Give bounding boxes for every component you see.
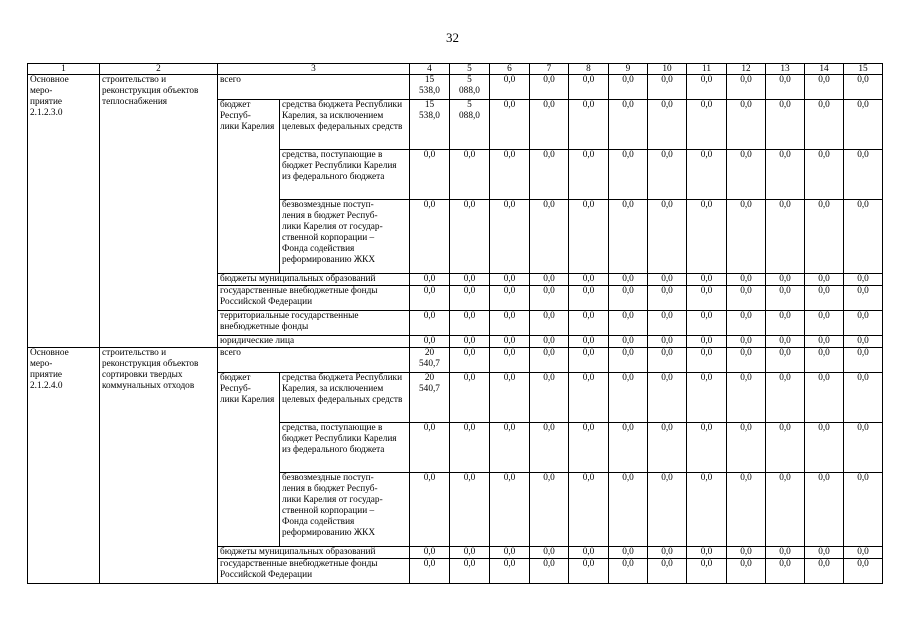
- value-cell: 0,0: [609, 100, 648, 150]
- value-cell: 0,0: [687, 75, 727, 100]
- column-number-12: 12: [727, 64, 766, 75]
- value-cell: 0,0: [490, 423, 530, 473]
- value-cell: 0,0: [569, 473, 609, 547]
- value-cell: 0,0: [844, 311, 883, 336]
- value-cell: 0,0: [727, 100, 766, 150]
- column-number-3: 3: [218, 64, 410, 75]
- value-cell: 0,0: [490, 311, 530, 336]
- value-cell: 0,0: [569, 547, 609, 559]
- value-cell: 0,0: [844, 373, 883, 423]
- value-cell: 0,0: [648, 200, 687, 274]
- column-number-13: 13: [766, 64, 805, 75]
- value-cell: 0,0: [727, 311, 766, 336]
- value-cell: 0,0: [410, 311, 450, 336]
- value-cell: 0,0: [530, 200, 569, 274]
- value-cell: 0,0: [569, 423, 609, 473]
- value-cell: 0,0: [530, 373, 569, 423]
- value-cell: 0,0: [844, 559, 883, 584]
- column-number-5: 5: [450, 64, 490, 75]
- value-cell: 0,0: [805, 473, 844, 547]
- value-cell: 0,0: [410, 559, 450, 584]
- source-federal-transfer: средства, поступающие в бюджет Республики Карелия из федерального бюджета: [280, 423, 410, 473]
- value-cell: 0,0: [530, 311, 569, 336]
- value-cell: 0,0: [410, 473, 450, 547]
- value-cell: 0,0: [727, 150, 766, 200]
- value-cell: 0,0: [609, 473, 648, 547]
- value-cell: 0,0: [450, 559, 490, 584]
- value-cell: 0,0: [648, 336, 687, 348]
- value-cell: 0,0: [490, 473, 530, 547]
- value-cell: 0,0: [609, 274, 648, 286]
- value-cell: 0,0: [805, 311, 844, 336]
- value-cell: 0,0: [490, 286, 530, 311]
- value-cell: 0,0: [609, 286, 648, 311]
- value-cell: 0,0: [569, 373, 609, 423]
- value-cell: 0,0: [766, 100, 805, 150]
- value-cell: 0,0: [530, 286, 569, 311]
- value-cell: 0,0: [727, 547, 766, 559]
- value-cell: 0,0: [844, 274, 883, 286]
- value-cell: 0,0: [450, 423, 490, 473]
- value-cell: 0,0: [490, 547, 530, 559]
- source-rk-own: средства бюджета Республики Карелия, за исключением целевых федеральных средств: [280, 100, 410, 150]
- value-cell: 0,0: [609, 559, 648, 584]
- source-state-funds: государственные внебюджетные фонды Российской Федерации: [218, 286, 410, 311]
- value-cell: 0,0: [727, 286, 766, 311]
- value-cell: 0,0: [569, 348, 609, 373]
- value-cell: 0,0: [569, 274, 609, 286]
- value-cell: 0,0: [687, 100, 727, 150]
- source-rk-own: средства бюджета Республики Карелия, за исключением целевых федеральных средств: [280, 373, 410, 423]
- value-cell: 0,0: [490, 336, 530, 348]
- value-cell: 5 088,0: [450, 75, 490, 100]
- value-cell: 0,0: [766, 200, 805, 274]
- value-cell: 0,0: [727, 200, 766, 274]
- value-cell: 0,0: [727, 473, 766, 547]
- source-legal-entities: юридические лица: [218, 336, 410, 348]
- value-cell: 0,0: [569, 200, 609, 274]
- value-cell: 0,0: [648, 473, 687, 547]
- value-cell: 0,0: [410, 423, 450, 473]
- value-cell: 0,0: [648, 423, 687, 473]
- value-cell: 0,0: [450, 311, 490, 336]
- value-cell: 0,0: [727, 373, 766, 423]
- value-cell: 0,0: [844, 473, 883, 547]
- value-cell: 0,0: [490, 100, 530, 150]
- column-number-10: 10: [648, 64, 687, 75]
- column-number-7: 7: [530, 64, 569, 75]
- value-cell: 0,0: [609, 200, 648, 274]
- value-cell: 0,0: [490, 373, 530, 423]
- value-cell: 0,0: [410, 274, 450, 286]
- value-cell: 0,0: [530, 559, 569, 584]
- value-cell: 0,0: [490, 274, 530, 286]
- budget-table: [27, 63, 883, 584]
- value-cell: 0,0: [609, 348, 648, 373]
- value-cell: 0,0: [766, 150, 805, 200]
- value-cell: 0,0: [410, 150, 450, 200]
- value-cell: 0,0: [766, 336, 805, 348]
- value-cell: 0,0: [530, 473, 569, 547]
- value-cell: 20 540,7: [410, 348, 450, 373]
- value-cell: 0,0: [450, 274, 490, 286]
- value-cell: 0,0: [805, 274, 844, 286]
- value-cell: 0,0: [727, 423, 766, 473]
- column-number-4: 4: [410, 64, 450, 75]
- value-cell: 0,0: [766, 473, 805, 547]
- value-cell: 0,0: [687, 547, 727, 559]
- source-municipal: бюджеты муниципальных образований: [218, 274, 410, 286]
- value-cell: 0,0: [844, 286, 883, 311]
- value-cell: 0,0: [844, 100, 883, 150]
- value-cell: 0,0: [648, 311, 687, 336]
- value-cell: 0,0: [450, 373, 490, 423]
- source-federal-transfer: средства, поступающие в бюджет Республики Карелия из федерального бюджета: [280, 150, 410, 200]
- value-cell: 0,0: [766, 423, 805, 473]
- column-number-9: 9: [609, 64, 648, 75]
- value-cell: 0,0: [766, 373, 805, 423]
- source-total: всего: [218, 75, 410, 100]
- value-cell: 0,0: [569, 150, 609, 200]
- value-cell: 0,0: [648, 100, 687, 150]
- value-cell: 0,0: [609, 311, 648, 336]
- measure-title: строительство и реконструкция объектов сортировки твердых коммунальных отходов: [100, 348, 218, 584]
- value-cell: 0,0: [648, 547, 687, 559]
- value-cell: 0,0: [530, 100, 569, 150]
- value-cell: 0,0: [766, 311, 805, 336]
- value-cell: 0,0: [490, 348, 530, 373]
- value-cell: 0,0: [450, 200, 490, 274]
- value-cell: 0,0: [766, 559, 805, 584]
- value-cell: 0,0: [530, 547, 569, 559]
- measure-title: строительство и реконструкция объектов теплоснабжения: [100, 75, 218, 348]
- value-cell: 0,0: [805, 336, 844, 348]
- column-number-14: 14: [805, 64, 844, 75]
- value-cell: 0,0: [530, 150, 569, 200]
- value-cell: 0,0: [530, 75, 569, 100]
- value-cell: 0,0: [530, 423, 569, 473]
- value-cell: 0,0: [569, 311, 609, 336]
- column-number-1: 1: [28, 64, 100, 75]
- value-cell: 0,0: [805, 348, 844, 373]
- value-cell: 0,0: [687, 336, 727, 348]
- value-cell: 0,0: [450, 348, 490, 373]
- value-cell: 0,0: [766, 547, 805, 559]
- measure-2-row-total: [28, 348, 883, 373]
- column-number-8: 8: [569, 64, 609, 75]
- value-cell: 0,0: [648, 274, 687, 286]
- value-cell: 0,0: [766, 274, 805, 286]
- value-cell: 0,0: [844, 200, 883, 274]
- source-state-funds: государственные внебюджетные фонды Российской Федерации: [218, 559, 410, 584]
- measure-code: Основное меро- приятие 2.1.2.3.0: [28, 75, 100, 348]
- value-cell: 0,0: [687, 286, 727, 311]
- value-cell: 0,0: [609, 373, 648, 423]
- value-cell: 0,0: [450, 150, 490, 200]
- value-cell: 0,0: [490, 200, 530, 274]
- value-cell: 0,0: [687, 373, 727, 423]
- value-cell: 0,0: [648, 373, 687, 423]
- value-cell: 0,0: [648, 348, 687, 373]
- value-cell: 0,0: [805, 423, 844, 473]
- value-cell: 0,0: [766, 286, 805, 311]
- column-number-2: 2: [100, 64, 218, 75]
- value-cell: 0,0: [766, 75, 805, 100]
- source-territorial-funds: территориальные государственные внебюджетные фонды: [218, 311, 410, 336]
- value-cell: 0,0: [569, 559, 609, 584]
- value-cell: 0,0: [727, 274, 766, 286]
- value-cell: 5 088,0: [450, 100, 490, 150]
- value-cell: 0,0: [648, 559, 687, 584]
- source-total: всего: [218, 348, 410, 373]
- value-cell: 0,0: [490, 559, 530, 584]
- value-cell: 0,0: [844, 336, 883, 348]
- value-cell: 0,0: [844, 547, 883, 559]
- column-number-11: 11: [687, 64, 727, 75]
- value-cell: 15 538,0: [410, 75, 450, 100]
- value-cell: 0,0: [569, 336, 609, 348]
- value-cell: 0,0: [450, 547, 490, 559]
- value-cell: 0,0: [490, 75, 530, 100]
- value-cell: 0,0: [450, 473, 490, 547]
- value-cell: 0,0: [410, 200, 450, 274]
- value-cell: 0,0: [609, 75, 648, 100]
- value-cell: 0,0: [410, 286, 450, 311]
- value-cell: 0,0: [648, 150, 687, 200]
- value-cell: 0,0: [609, 336, 648, 348]
- value-cell: 0,0: [609, 150, 648, 200]
- value-cell: 0,0: [805, 150, 844, 200]
- value-cell: 0,0: [844, 150, 883, 200]
- value-cell: 0,0: [805, 559, 844, 584]
- value-cell: 0,0: [844, 348, 883, 373]
- value-cell: 0,0: [727, 336, 766, 348]
- header-row: [28, 64, 883, 75]
- value-cell: 0,0: [805, 100, 844, 150]
- budget-table-body: [28, 64, 883, 584]
- value-cell: 0,0: [805, 373, 844, 423]
- page-number: 32: [446, 30, 459, 45]
- measure-1-row-total: [28, 75, 883, 100]
- value-cell: 0,0: [648, 286, 687, 311]
- value-cell: 0,0: [530, 336, 569, 348]
- value-cell: 0,0: [805, 286, 844, 311]
- source-rk-budget: бюджет Респуб- лики Карелия: [218, 373, 280, 547]
- value-cell: 0,0: [410, 336, 450, 348]
- value-cell: 0,0: [727, 348, 766, 373]
- column-number-6: 6: [490, 64, 530, 75]
- value-cell: 0,0: [687, 559, 727, 584]
- value-cell: 0,0: [687, 200, 727, 274]
- value-cell: 0,0: [569, 100, 609, 150]
- value-cell: 0,0: [805, 547, 844, 559]
- value-cell: 0,0: [530, 348, 569, 373]
- value-cell: 0,0: [687, 423, 727, 473]
- value-cell: 0,0: [727, 559, 766, 584]
- value-cell: 0,0: [687, 348, 727, 373]
- value-cell: 0,0: [805, 200, 844, 274]
- value-cell: 0,0: [727, 75, 766, 100]
- value-cell: 0,0: [450, 336, 490, 348]
- column-number-15: 15: [844, 64, 883, 75]
- value-cell: 20 540,7: [410, 373, 450, 423]
- value-cell: 0,0: [490, 150, 530, 200]
- value-cell: 0,0: [687, 274, 727, 286]
- value-cell: 0,0: [609, 423, 648, 473]
- source-fund: безвозмездные поступ- ления в бюджет Респуб- лики Карелия от государ- ственной корпорации – Фонда содействия реформированию ЖКХ: [280, 200, 410, 274]
- value-cell: 0,0: [569, 286, 609, 311]
- source-municipal: бюджеты муниципальных образований: [218, 547, 410, 559]
- value-cell: 0,0: [648, 75, 687, 100]
- value-cell: 0,0: [844, 75, 883, 100]
- value-cell: 0,0: [609, 547, 648, 559]
- value-cell: 0,0: [766, 348, 805, 373]
- value-cell: 15 538,0: [410, 100, 450, 150]
- value-cell: 0,0: [805, 75, 844, 100]
- value-cell: 0,0: [450, 286, 490, 311]
- value-cell: 0,0: [530, 274, 569, 286]
- value-cell: 0,0: [569, 75, 609, 100]
- source-fund: безвозмездные поступ- ления в бюджет Респуб- лики Карелия от государ- ственной корпорации – Фонда содействия реформированию ЖКХ: [280, 473, 410, 547]
- measure-code: Основное меро- приятие 2.1.2.4.0: [28, 348, 100, 584]
- value-cell: 0,0: [687, 150, 727, 200]
- value-cell: 0,0: [410, 547, 450, 559]
- value-cell: 0,0: [687, 473, 727, 547]
- source-rk-budget: бюджет Респуб- лики Карелия: [218, 100, 280, 274]
- value-cell: 0,0: [687, 311, 727, 336]
- value-cell: 0,0: [844, 423, 883, 473]
